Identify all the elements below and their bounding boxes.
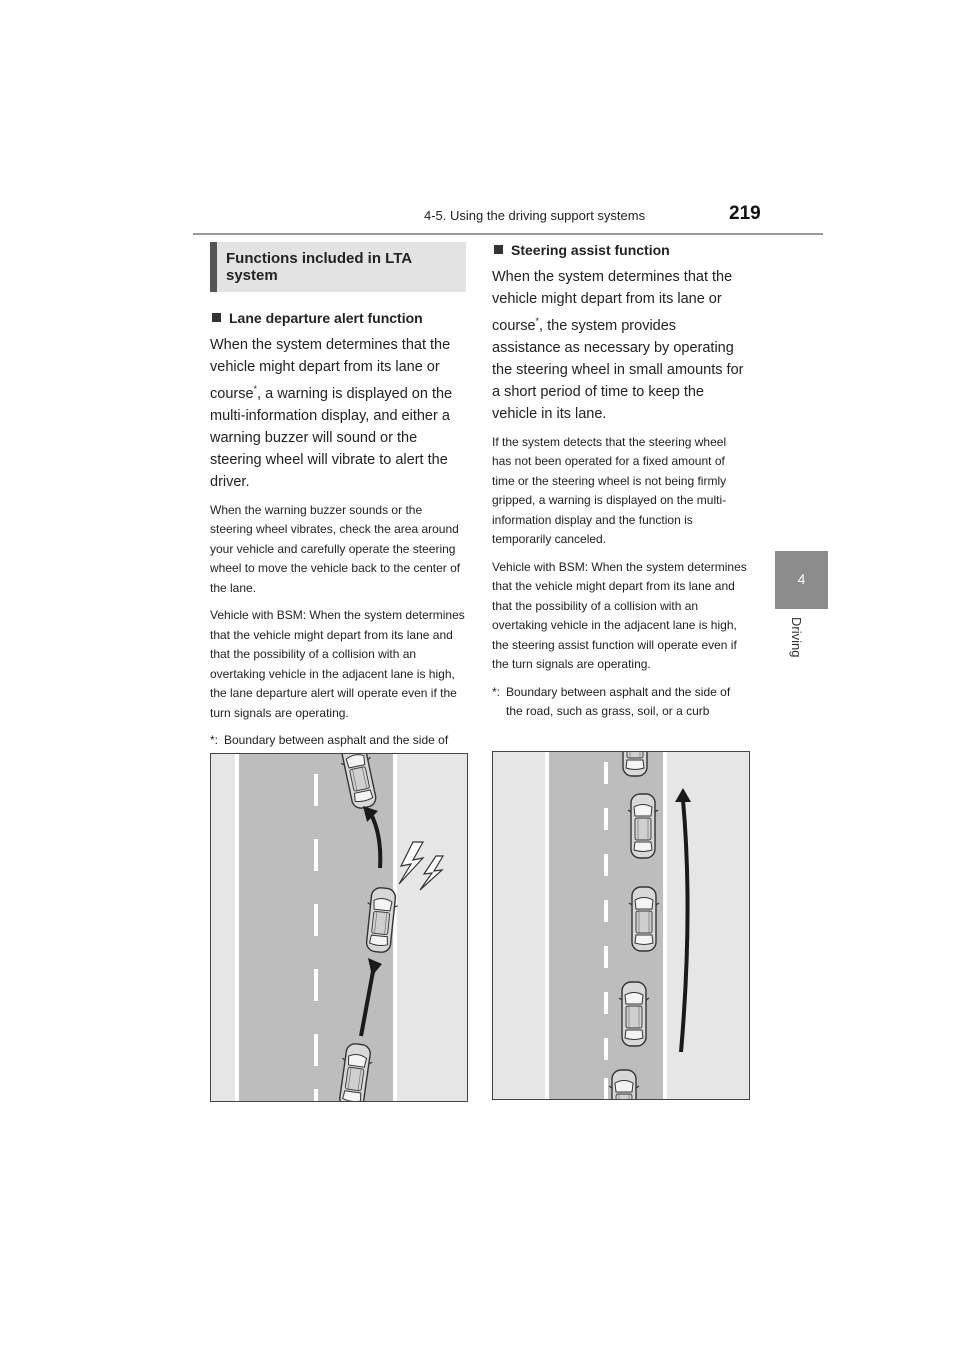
lane-departure-alert-illustration	[210, 753, 468, 1102]
intro-text-a: When the system determines that the vehicle might depart from its lane or course	[492, 269, 733, 334]
chapter-label-text: Driving	[789, 617, 804, 658]
footnote-mark: *:	[492, 684, 501, 699]
footnote	[492, 683, 748, 721]
bsm-paragraph: Vehicle with BSM: When the system determines that the vehicle might depart from its lane and that the possibility of a collision with an overtaking vehicle in the adjacent lane is high, the lane departure alert will operate even if the turn signals are operating.	[210, 608, 465, 720]
steering-assist-heading	[492, 242, 748, 258]
subheading-text: Steering assist function	[511, 242, 670, 258]
steering-assist-illustration	[492, 751, 750, 1100]
intro-paragraph	[210, 334, 466, 493]
chapter-number: 4	[797, 571, 806, 587]
lane-departure-alert-heading	[210, 310, 466, 326]
intro-text-b: , the system provides assistance as necessary by operating the steering wheel in small amounts for a short period of time to keep the vehicle in its lane.	[492, 317, 744, 422]
asterisk-mark: *	[253, 384, 258, 394]
footnote-mark: *:	[210, 733, 219, 748]
header-divider	[193, 233, 823, 235]
left-column	[210, 242, 466, 769]
section-title: 4-5. Using the driving support systems	[424, 208, 646, 223]
car-icon	[620, 752, 650, 776]
chapter-label	[780, 617, 820, 677]
asterisk-mark: *	[535, 316, 540, 326]
page-number: 219	[729, 203, 761, 224]
warning-paragraph: When the warning buzzer sounds or the steering wheel vibrates, check the area around your vehicle and carefully operate the steering wheel to move the vehicle back to the center of the lane.	[210, 502, 461, 595]
intro-text-a: When the system determines that the vehicle might depart from its lane or course	[210, 337, 451, 402]
chapter-tab[interactable]	[775, 551, 828, 609]
intro-text-b: , a warning is displayed on the multi-information display, and either a warning buzzer will sound or the steering wheel will vibrate to alert the driver.	[210, 385, 453, 490]
square-bullet-icon	[212, 313, 221, 322]
right-column	[492, 242, 748, 721]
bsm-paragraph: Vehicle with BSM: When the system determines that the vehicle might depart from its lane and that the possibility of a collision with an overtaking vehicle in the adjacent lane is high, the steering assist function will operate even if the turn signals are operating.	[492, 559, 747, 672]
grip-warning-paragraph: If the system detects that the steering wheel has not been operated for a fixed amount of time or the steering wheel is not being firmly gripped, a warning is displayed on the multi-information display and the function is temporarily canceled.	[492, 434, 727, 547]
footnote-text: Boundary between asphalt and the side of the road, such as grass, soil, or a curb	[506, 684, 731, 718]
car-icon	[609, 1070, 639, 1099]
footnote-text: Boundary between asphalt and the side of	[224, 733, 449, 748]
square-bullet-icon	[494, 245, 503, 254]
car-icon	[629, 887, 659, 951]
car-icon	[628, 794, 658, 858]
intro-paragraph	[492, 266, 748, 425]
car-icon	[619, 982, 649, 1046]
subheading-text: Lane departure alert function	[229, 310, 423, 326]
section-heading: Functions included in LTA system	[210, 242, 466, 292]
